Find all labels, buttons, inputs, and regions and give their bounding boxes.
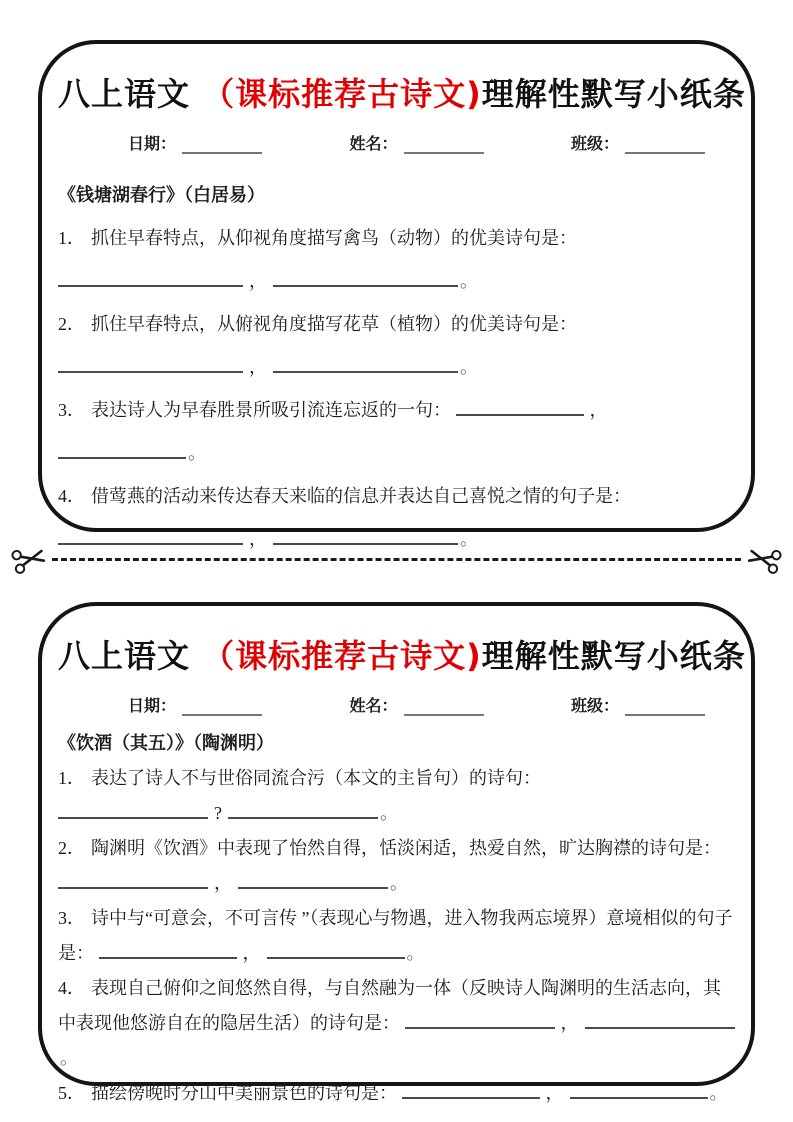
- header-fields: [128, 131, 705, 154]
- comma-separator: ，: [249, 357, 267, 377]
- answer-blank[interactable]: [58, 443, 186, 459]
- scissors-icon-right: [742, 539, 785, 579]
- class-label: 班级：: [570, 698, 619, 715]
- answer-blank-row-1: [58, 796, 735, 831]
- question-text: 诗中与“可意会，不可言传 ”（表现心与物遇，进入物我两忘境界）意境相似的句子是：: [58, 908, 733, 963]
- comma-separator: ，: [560, 1013, 579, 1033]
- date-label: 日期：: [128, 698, 177, 715]
- name-label: 姓名：: [349, 698, 398, 715]
- question-2: [58, 303, 735, 346]
- class-field: [571, 131, 705, 154]
- period-mark: 。: [188, 443, 206, 463]
- class-label: 班级：: [570, 136, 619, 153]
- question-5: [58, 1076, 735, 1111]
- period-mark: 。: [709, 1083, 728, 1103]
- question-number: 4．: [58, 486, 85, 506]
- question-3: [58, 901, 735, 971]
- answer-blank[interactable]: [570, 1083, 708, 1099]
- name-line[interactable]: [404, 701, 484, 716]
- answer-blank[interactable]: [456, 400, 584, 416]
- answer-blank[interactable]: [405, 1013, 555, 1029]
- poem-title: 《饮酒（其五）》（陶渊明）: [58, 733, 274, 753]
- period-mark: 。: [380, 803, 398, 823]
- title-black-right: 理解性默写小纸条: [481, 75, 746, 113]
- title-black-left: 八上语文: [58, 637, 203, 675]
- title-black-left: 八上语文: [58, 75, 203, 113]
- title-red-part: （课标推荐古诗文): [202, 637, 482, 675]
- answer-blank[interactable]: [58, 803, 208, 819]
- comma-separator: ，: [242, 943, 261, 963]
- period-mark: 。: [460, 357, 478, 377]
- questions-area: [58, 726, 735, 1111]
- card-title: [58, 69, 746, 115]
- title-black-right: 理解性默写小纸条: [481, 637, 746, 675]
- question-3: [58, 389, 735, 475]
- question-text: 描绘傍晚时分山中美丽景色的诗句是：: [91, 1083, 397, 1103]
- name-label: 姓名：: [349, 136, 398, 153]
- question-number: 2．: [58, 838, 85, 858]
- period-mark: 。: [390, 873, 408, 893]
- name-field: [349, 693, 483, 716]
- name-field: [349, 131, 483, 154]
- comma-separator: ，: [545, 1083, 564, 1103]
- question-mark-separator: ?: [214, 803, 222, 823]
- question-number: 1．: [58, 228, 85, 248]
- worksheet-card-2: [38, 602, 755, 1103]
- question-1: [58, 761, 735, 796]
- poem-title: 《钱塘湖春行》（白居易）: [58, 185, 265, 205]
- question-number: 4．: [58, 978, 85, 998]
- answer-blank[interactable]: [267, 943, 405, 959]
- comma-separator: ，: [249, 271, 267, 291]
- cut-line: [0, 540, 793, 578]
- question-4: [58, 475, 735, 518]
- question-text: 借莺燕的活动来传达春天来临的信息并表达自己喜悦之情的句子是：: [91, 486, 631, 506]
- card-title: [58, 631, 746, 677]
- question-number: 2．: [58, 314, 85, 334]
- date-line[interactable]: [182, 701, 262, 716]
- class-line[interactable]: [625, 139, 705, 154]
- question-text: 表达了诗人不与世俗同流合污（本文的主旨句）的诗句：: [91, 768, 541, 788]
- period-mark: 。: [460, 271, 478, 291]
- comma-separator: ，: [589, 400, 608, 420]
- scissors-icon-left: [9, 539, 52, 579]
- class-field: [571, 693, 705, 716]
- date-label: 日期：: [128, 136, 177, 153]
- comma-separator: ，: [214, 873, 232, 893]
- date-line[interactable]: [182, 139, 262, 154]
- question-number: 5．: [58, 1083, 85, 1103]
- dashed-line: [52, 558, 741, 561]
- question-2: [58, 831, 735, 866]
- question-number: 1．: [58, 768, 85, 788]
- title-red-part: （课标推荐古诗文): [202, 75, 482, 113]
- question-number: 3．: [58, 400, 85, 420]
- header-fields: [128, 693, 705, 716]
- answer-blank[interactable]: [58, 357, 243, 373]
- answer-blank[interactable]: [58, 873, 208, 889]
- question-text: 陶渊明《饮酒》中表现了怡然自得，恬淡闲适，热爱自然，旷达胸襟的诗句是：: [91, 838, 721, 858]
- date-field: [128, 693, 262, 716]
- answer-blank[interactable]: [273, 271, 458, 287]
- comma-separator: ，: [249, 529, 267, 549]
- answer-blank[interactable]: [402, 1083, 540, 1099]
- question-text: 表现自己俯仰之间悠然自得，与自然融为一体（反映诗人陶渊明的生活志向，其中表现他悠游自在的隐居生活）的诗句是：: [58, 978, 721, 1033]
- answer-blank[interactable]: [273, 357, 458, 373]
- answer-blank[interactable]: [585, 1013, 735, 1029]
- answer-blank[interactable]: [99, 943, 237, 959]
- question-number: 3．: [58, 908, 85, 928]
- question-4: [58, 971, 735, 1076]
- answer-blank[interactable]: [228, 803, 378, 819]
- answer-blank[interactable]: [58, 271, 243, 287]
- question-text: 表达诗人为早春胜景所吸引流连忘返的一句：: [91, 400, 451, 420]
- period-mark: 。: [460, 529, 478, 549]
- question-text: 抓住早春特点，从俯视角度描写花草（植物）的优美诗句是：: [91, 314, 577, 334]
- name-line[interactable]: [404, 139, 484, 154]
- period-mark: 。: [60, 1048, 78, 1068]
- answer-blank-row-1: [58, 260, 735, 303]
- answer-blank-row-2: [58, 346, 735, 389]
- class-line[interactable]: [625, 701, 705, 716]
- questions-area: [58, 174, 735, 561]
- answer-blank-row-2: [58, 866, 735, 901]
- answer-blank[interactable]: [238, 873, 388, 889]
- date-field: [128, 131, 262, 154]
- question-1: [58, 217, 735, 260]
- question-text: 抓住早春特点，从仰视角度描写禽鸟（动物）的优美诗句是：: [91, 228, 577, 248]
- worksheet-card-1: [38, 40, 755, 549]
- period-mark: 。: [406, 943, 425, 963]
